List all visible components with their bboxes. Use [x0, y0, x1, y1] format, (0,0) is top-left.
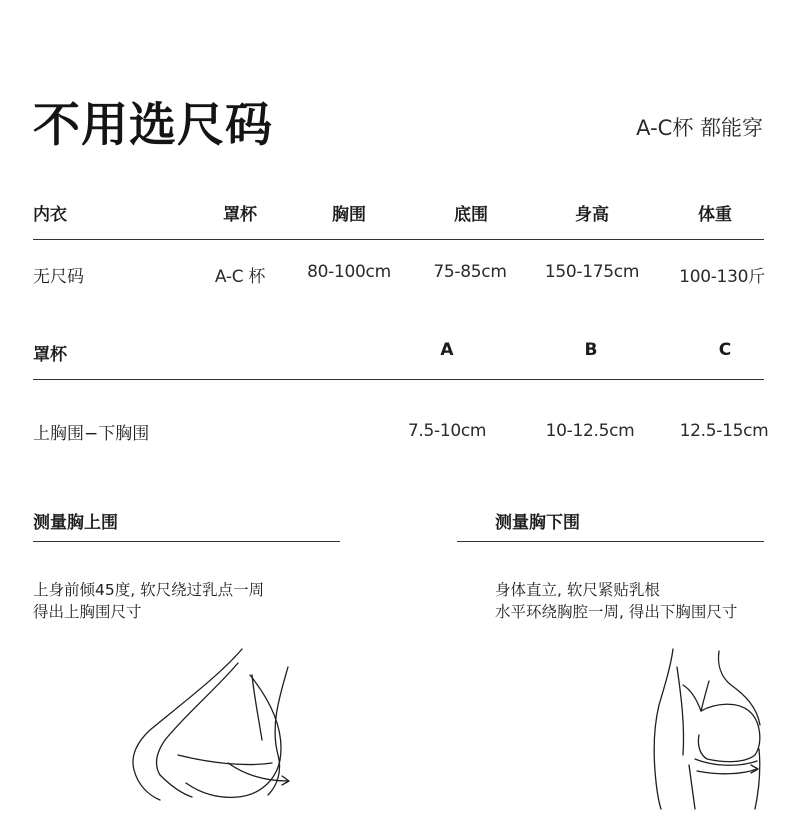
table1-divider: [33, 239, 764, 240]
table1-cell-underbust: 75-85cm: [433, 262, 507, 282]
table2-cell-a: 7.5-10cm: [407, 421, 487, 441]
table2-header-b: B: [584, 340, 598, 360]
table2-cell-c: 12.5-15cm: [679, 421, 769, 441]
table1-header-underwear: 内衣: [33, 205, 67, 225]
measure-upper-title: 测量胸上围: [33, 513, 118, 533]
measure-lower-line2: 水平环绕胸腔一周, 得出下胸围尺寸: [495, 603, 738, 621]
upper-bust-measure-illustration: [120, 645, 310, 810]
measure-lower-divider: [457, 541, 764, 542]
measure-lower-line1: 身体直立, 软尺紧贴乳根: [495, 581, 660, 599]
measure-lower-title: 测量胸下围: [495, 513, 580, 533]
table2-cell-b: 10-12.5cm: [545, 421, 635, 441]
table1-cell-size: 无尺码: [33, 267, 84, 287]
measure-upper-line1: 上身前倾45度, 软尺绕过乳点一周: [33, 581, 265, 599]
measure-upper-line2: 得出上胸围尺寸: [33, 603, 142, 621]
table1-header-underbust: 底围: [454, 205, 488, 225]
table1-header-bust: 胸围: [332, 205, 366, 225]
table2-header-cup: 罩杯: [33, 345, 67, 365]
table1-cell-cup: A-C 杯: [214, 267, 266, 287]
table1-cell-height: 150-175cm: [544, 262, 640, 282]
table2-cell-difference: 上胸围−下胸围: [33, 424, 150, 444]
page-subtitle: A-C杯 都能穿: [636, 116, 763, 140]
page-title: 不用选尺码: [33, 98, 273, 153]
table1-cell-bust: 80-100cm: [307, 262, 391, 282]
under-bust-measure-illustration: [645, 645, 775, 810]
table1-header-height: 身高: [575, 205, 609, 225]
table1-cell-weight: 100-130斤: [679, 267, 765, 287]
table2-header-c: C: [718, 340, 732, 360]
table1-header-cup: 罩杯: [223, 205, 257, 225]
measure-upper-divider: [33, 541, 340, 542]
table1-header-weight: 体重: [698, 205, 732, 225]
table2-divider: [33, 379, 764, 380]
table2-header-a: A: [440, 340, 454, 360]
